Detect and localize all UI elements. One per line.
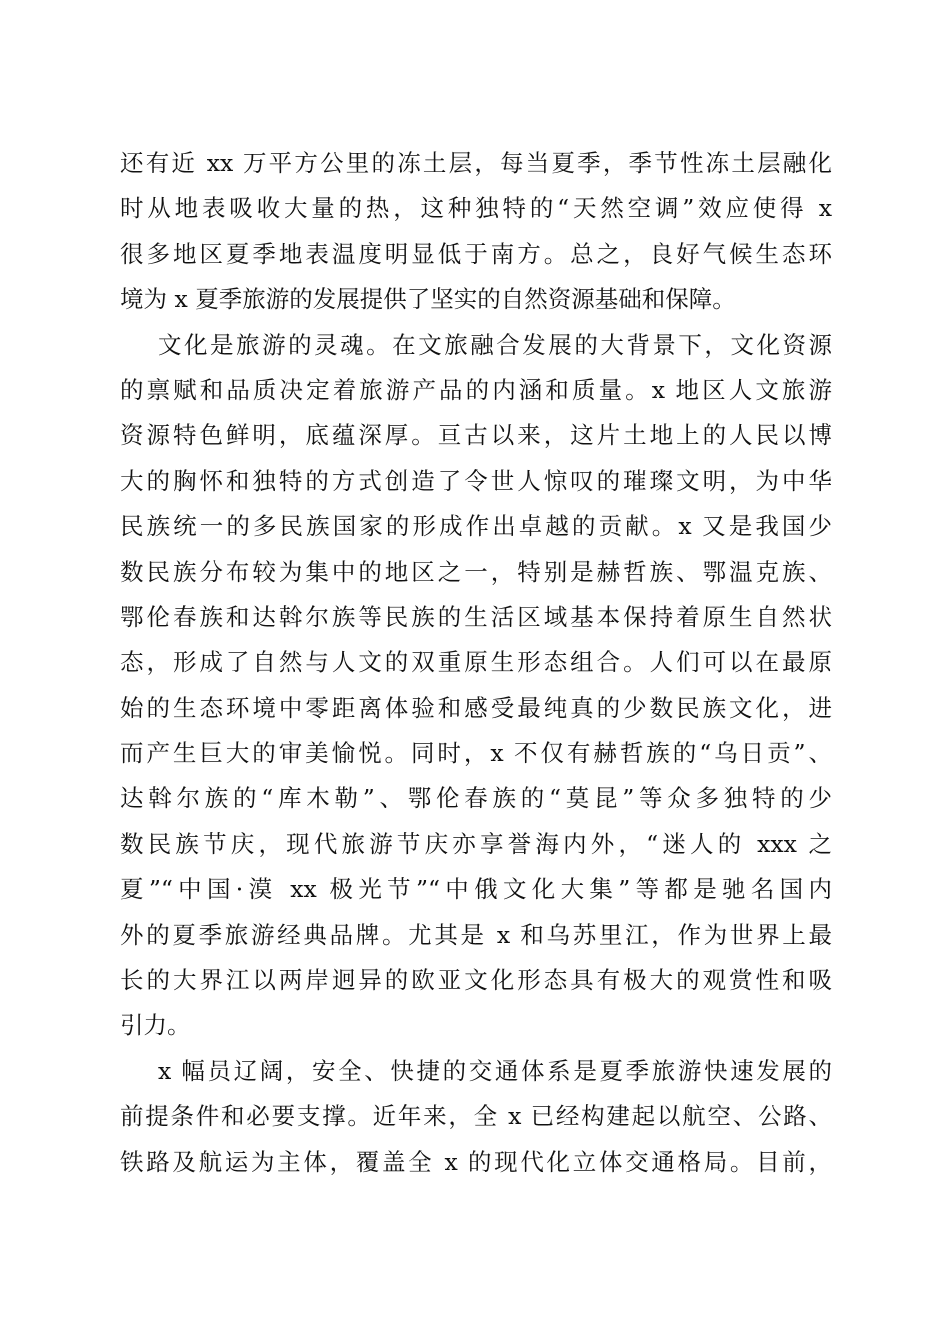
text-line: 夏”“中国·漠 xx 极光节”“中俄文化大集”等都是驰名国内 — [120, 875, 832, 904]
text-line: 文化是旅游的灵魂。在文旅融合发展的大背景下，文化资源 — [158, 330, 832, 359]
text-line: 很多地区夏季地表温度明显低于南方。总之，良好气候生态环 — [120, 239, 832, 268]
paragraph-climate — [120, 141, 832, 323]
text-line: 态，形成了自然与人文的双重原生形态组合。人们可以在最原 — [120, 648, 832, 677]
text-line: 还有近 xx 万平方公里的冻土层，每当夏季，季节性冻土层融化 — [120, 149, 832, 177]
text-line: 而产生巨大的审美愉悦。同时，x 不仅有赫哲族的“乌日贡”、 — [120, 739, 832, 768]
text-line: 资源特色鲜明，底蕴深厚。亘古以来，这片土地上的人民以博 — [120, 421, 832, 450]
text-line: 鄂伦春族和达斡尔族等民族的生活区域基本保持着原生自然状 — [120, 602, 832, 631]
text-line: 外的夏季旅游经典品牌。尤其是 x 和乌苏里江，作为世界上最 — [120, 920, 832, 949]
text-line: 时从地表吸收大量的热，这种独特的“天然空调”效应使得 x — [120, 194, 832, 223]
text-line: 大的胸怀和独特的方式创造了令世人惊叹的璀璨文明，为中华 — [120, 466, 832, 495]
text-line: 境为 x 夏季旅游的发展提供了坚实的自然资源基础和保障。 — [120, 285, 736, 314]
text-line: 始的生态环境中零距离体验和感受最纯真的少数民族文化，进 — [120, 693, 832, 722]
paragraph-culture — [120, 323, 832, 1049]
text-line: 数民族节庆，现代旅游节庆亦享誉海内外，“迷人的 xxx 之 — [120, 829, 832, 858]
text-line: x 幅员辽阔，安全、快捷的交通体系是夏季旅游快速发展的 — [158, 1056, 832, 1085]
text-line: 前提条件和必要支撑。近年来，全 x 已经构建起以航空、公路、 — [120, 1102, 832, 1131]
text-line: 铁路及航运为主体，覆盖全 x 的现代化立体交通格局。目前， — [120, 1147, 832, 1176]
text-line: 民族统一的多民族国家的形成作出卓越的贡献。x 又是我国少 — [120, 512, 832, 541]
paragraph-transport — [120, 1049, 832, 1185]
text-line: 达斡尔族的“库木勒”、鄂伦春族的“莫昆”等众多独特的少 — [120, 784, 832, 813]
text-line: 数民族分布较为集中的地区之一，特别是赫哲族、鄂温克族、 — [120, 557, 832, 586]
text-line: 引力。 — [120, 1011, 191, 1040]
text-line: 长的大界江以两岸迥异的欧亚文化形态具有极大的观赏性和吸 — [120, 966, 832, 995]
text-line: 的禀赋和品质决定着旅游产品的内涵和质量。x 地区人文旅游 — [120, 375, 832, 404]
document-body — [120, 141, 832, 1185]
